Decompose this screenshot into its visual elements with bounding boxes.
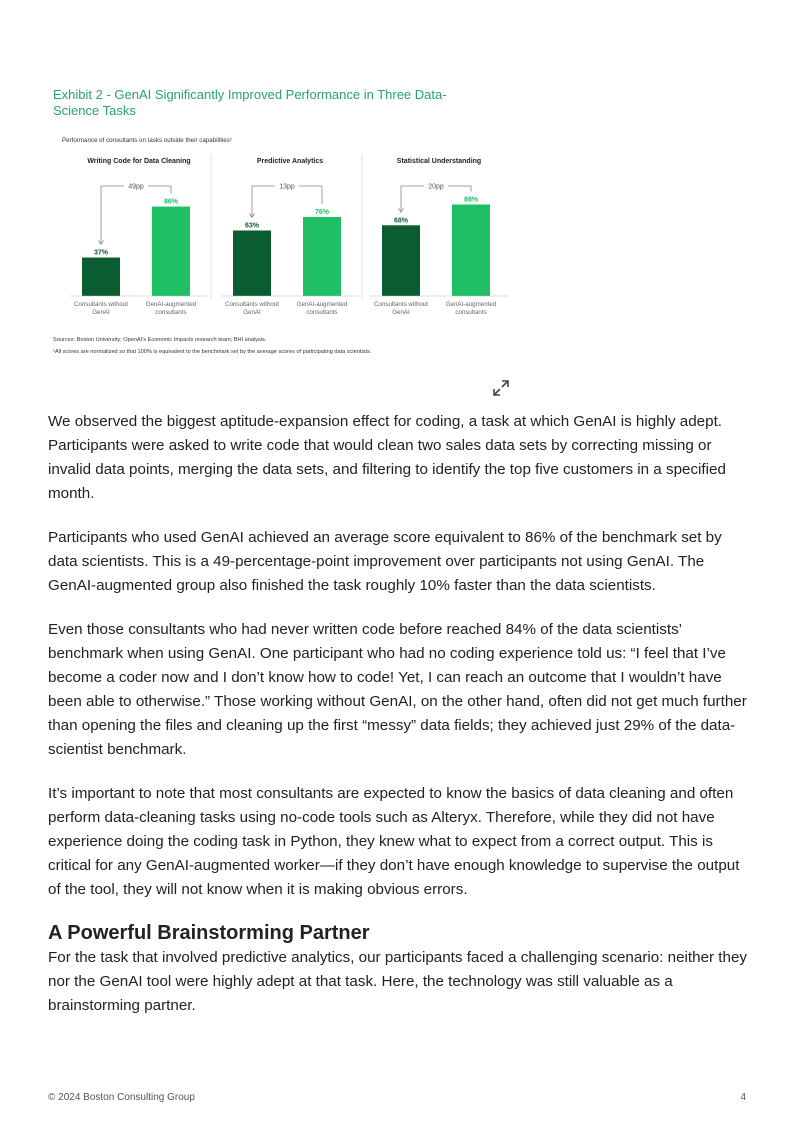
exhibit-subtitle: Performance of consultants on tasks outside their capabilities¹ xyxy=(62,137,232,144)
chart-svg xyxy=(366,150,512,300)
bar-value-label: 88% xyxy=(463,196,479,204)
bar xyxy=(152,207,190,296)
chart-writing-code xyxy=(66,150,212,325)
bar xyxy=(82,258,120,296)
delta-label: 49pp xyxy=(128,183,144,191)
x-category-label: GenAI-augmented consultants xyxy=(145,301,197,316)
chart-svg xyxy=(66,150,212,300)
x-category-label: GenAI-augmented consultants xyxy=(296,301,348,316)
footer-copyright: © 2024 Boston Consulting Group xyxy=(48,1092,195,1103)
delta-label: 13pp xyxy=(279,183,295,191)
chart-title: Statistical Understanding xyxy=(396,158,482,165)
bar-value-label: 37% xyxy=(93,249,109,257)
bar-value-label: 76% xyxy=(314,208,330,216)
chart-statistical-understanding xyxy=(366,150,512,325)
exhibit-sources: Sources: Boston University; OpenAI's Economic Impacts research team; BHI analysis. xyxy=(53,337,267,343)
chart-title: Writing Code for Data Cleaning xyxy=(87,158,191,165)
section-heading: A Powerful Brainstorming Partner xyxy=(48,922,370,944)
delta-label: 20pp xyxy=(428,183,444,191)
paragraph-coding: We observed the biggest aptitude-expansion effect for coding, a task at which GenAI is highly adept. Participants were asked to write code that would clean two sales data sets by correcting missing or invalid data points, merging the data sets, and filtering to identify the top five customers in a specified month. xyxy=(48,413,726,502)
bar xyxy=(233,230,271,296)
bar xyxy=(452,204,490,296)
bar xyxy=(382,225,420,296)
bar-value-label: 68% xyxy=(393,217,409,225)
x-category-label: Consultants without GenAI xyxy=(74,301,128,316)
bar xyxy=(303,217,341,296)
exhibit-title: Exhibit 2 - GenAI Significantly Improved Performance in Three Data-Science Tasks xyxy=(53,87,447,118)
exhibit-footnote: ¹All scores are normalized so that 100% is equivalent to the benchmark set by the average scores of participating data scientists. xyxy=(53,349,372,355)
paragraph-brainstorming: For the task that involved predictive analytics, our participants faced a challenging scenario: neither they nor the GenAI tool were highly adept at that task. Here, the technology was still valuable as a brainstorming partner. xyxy=(48,949,748,1014)
chart-svg xyxy=(217,150,363,300)
paragraph-no-code-experience: Even those consultants who had never written code before reached 84% of the data scientists’ benchmark when using GenAI. One participant who had no coding experience told us: “I feel that I’ve become a coder now and I don’t know how to code! Yet, I can reach an outcome that I wouldn’t have been able to otherwise.” Those working without GenAI, on the other hand, often did not get much further than opening the files and cleaning up the first “messy” data fields; they achieved just 29% of the data-scientist benchmark. xyxy=(48,621,747,758)
delta-bracket xyxy=(252,183,322,216)
x-category-label: Consultants without GenAI xyxy=(374,301,428,316)
bar-value-label: 86% xyxy=(163,198,179,206)
x-category-label: Consultants without GenAI xyxy=(225,301,279,316)
x-category-label: GenAI-augmented consultants xyxy=(445,301,497,316)
chart-title: Predictive Analytics xyxy=(256,158,324,165)
paragraph-knowledge: It’s important to note that most consultants are expected to know the basics of data cleaning and often perform data-cleaning tasks using no-code tools such as Alteryx. Therefore, while they did not have experience doing the coding task in Python, they knew what to expect from a correct output. This is critical for any GenAI-augmented worker—if they don’t have enough knowledge to supervise the output of the tool, they will not know when it is making obvious errors. xyxy=(48,785,740,898)
page-number: 4 xyxy=(740,1092,746,1103)
expand-icon[interactable] xyxy=(492,379,510,397)
bar-value-label: 63% xyxy=(244,222,260,230)
paragraph-results: Participants who used GenAI achieved an average score equivalent to 86% of the benchmark set by data scientists. This is a 49-percentage-point improvement over participants not using GenAI. The GenAI-augmented group also finished the task roughly 10% faster than the data scientists. xyxy=(48,529,722,594)
chart-predictive-analytics xyxy=(217,150,363,325)
